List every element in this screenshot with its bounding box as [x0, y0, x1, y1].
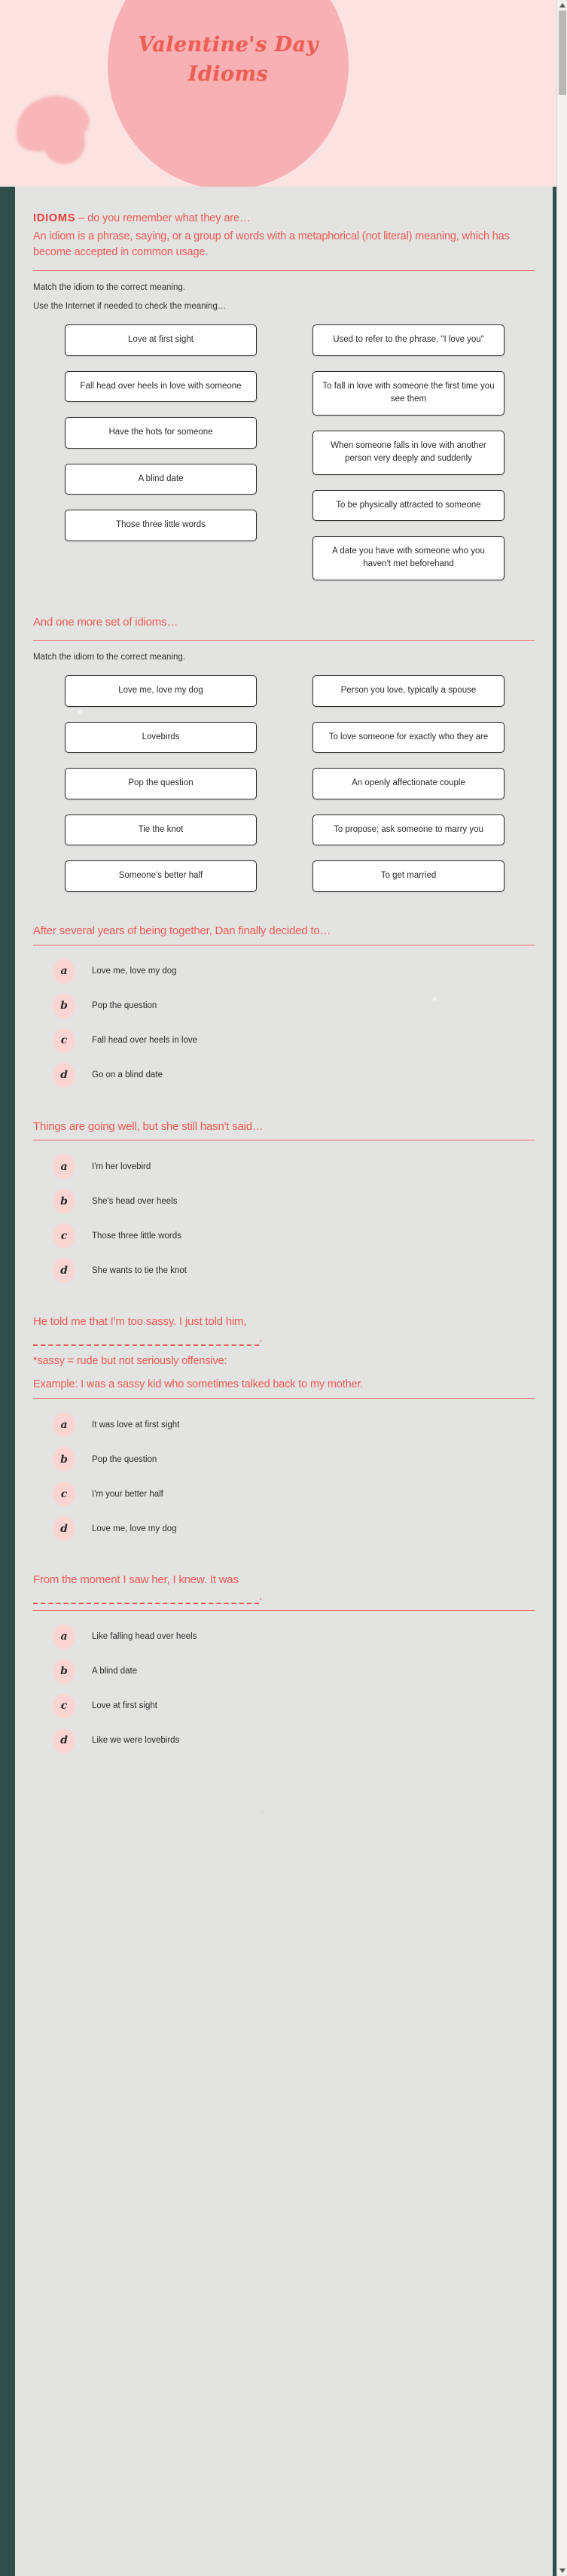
match-row[interactable]	[312, 815, 505, 845]
quiz-option[interactable]	[33, 1659, 535, 1684]
match-row[interactable]	[312, 324, 505, 355]
option-label: Love at first sight	[92, 1701, 157, 1711]
option-label: Pop the question	[92, 1001, 157, 1011]
quiz-option[interactable]	[33, 1189, 535, 1213]
meaning-chip[interactable]: A date you have with someone who you haven't met beforehand	[312, 536, 505, 580]
match-2-block	[33, 615, 535, 892]
quiz-option[interactable]	[33, 1481, 535, 1506]
match-1-meaning-column	[312, 324, 505, 580]
option-letter-badge: a	[53, 1624, 75, 1649]
intro-divider	[33, 270, 535, 271]
match-row[interactable]	[312, 536, 505, 580]
meaning-chip[interactable]: To love someone for exactly who they are	[312, 722, 505, 753]
quiz-question: From the moment I saw her, I knew. It was	[33, 1573, 239, 1587]
quiz-option[interactable]	[33, 1223, 535, 1248]
worksheet-sheet	[15, 187, 553, 2576]
quiz-divider	[33, 1610, 535, 1611]
quiz-question: After several years of being together, Dan finally decided to…	[33, 924, 331, 937]
option-letter-badge: c	[53, 1028, 75, 1053]
option-letter-badge: c	[53, 1223, 75, 1248]
quiz-block-1	[33, 924, 535, 1088]
option-letter-badge: b	[53, 1189, 75, 1213]
match-row[interactable]	[65, 371, 257, 402]
idioms-keyword: IDIOMS	[33, 212, 76, 224]
quiz-option[interactable]	[33, 1624, 535, 1649]
page-title	[108, 30, 349, 89]
idiom-chip[interactable]: Fall head over heels in love with someone	[65, 371, 257, 402]
meaning-chip[interactable]: To get married	[312, 860, 505, 891]
heart-decoration-icon	[8, 86, 96, 159]
match-row[interactable]	[65, 464, 257, 495]
idiom-chip[interactable]: Love me, love my dog	[65, 675, 257, 706]
page-title-line-1: Valentine's Day	[138, 33, 319, 56]
sassy-example-note: Example: I was a sassy kid who sometimes talked back to my mother.	[33, 1378, 364, 1390]
match-1-instruction-sub: Use the Internet if needed to check the meaning…	[33, 302, 227, 312]
match-2-idiom-column	[65, 675, 257, 891]
answer-blank-suffix: .	[259, 1589, 262, 1603]
idiom-chip[interactable]: Have the hots for someone	[65, 417, 257, 448]
option-letter-badge: d	[53, 1728, 75, 1753]
vertical-scrollbar[interactable]	[556, 0, 567, 2576]
idiom-chip[interactable]: Someone's better half	[65, 860, 257, 891]
option-label: Love me, love my dog	[92, 1524, 177, 1533]
option-letter-badge: c	[53, 1694, 75, 1719]
quiz-block-2	[33, 1119, 535, 1283]
idioms-intro-tail: – do you remember what they are…	[75, 212, 251, 224]
answer-blank-row	[33, 1589, 535, 1604]
idiom-chip[interactable]: Pop the question	[65, 768, 257, 799]
quiz-option[interactable]	[33, 994, 535, 1019]
option-label: It was love at first sight	[92, 1420, 180, 1430]
match-row[interactable]	[65, 722, 257, 753]
option-label: I'm your better half	[92, 1489, 163, 1499]
option-label: Fall head over heels in love	[92, 1036, 197, 1046]
match-2-heading: And one more set of idioms…	[33, 615, 178, 629]
option-label: Pop the question	[92, 1454, 157, 1464]
match-row[interactable]	[65, 417, 257, 448]
match-2-divider	[33, 640, 535, 641]
match-grid-1	[33, 324, 535, 580]
option-letter-badge: a	[53, 1154, 75, 1179]
option-label: She wants to tie the knot	[92, 1265, 187, 1275]
answer-blank-icon[interactable]	[33, 1594, 259, 1604]
option-letter-badge: c	[53, 1481, 75, 1506]
quiz-option[interactable]	[33, 1694, 535, 1719]
option-letter-badge: a	[53, 959, 75, 984]
option-label: Like we were lovebirds	[92, 1736, 180, 1746]
quiz-option[interactable]	[33, 1412, 535, 1437]
header-banner	[0, 0, 556, 187]
match-row[interactable]	[65, 768, 257, 799]
option-letter-badge: b	[53, 1447, 75, 1472]
quiz-block-3	[33, 1314, 535, 1541]
match-row[interactable]	[312, 431, 505, 475]
match-2-meaning-column	[312, 675, 505, 891]
option-label: Those three little words	[92, 1231, 181, 1241]
page-title-line-2: Idioms	[187, 62, 269, 87]
oval-decoration-shape	[108, 0, 349, 187]
option-letter-badge: d	[53, 1258, 75, 1283]
meaning-chip[interactable]: An openly affectionate couple	[312, 768, 505, 799]
scrollbar-thumb[interactable]	[559, 11, 566, 95]
quiz-option[interactable]	[33, 1258, 535, 1283]
option-label: She's head over heels	[92, 1196, 178, 1206]
idiom-chip[interactable]: Tie the knot	[65, 815, 257, 845]
match-row[interactable]	[312, 371, 505, 416]
option-label: Go on a blind date	[92, 1070, 163, 1080]
option-letter-badge: d	[53, 1516, 75, 1541]
option-label: A blind date	[92, 1667, 138, 1676]
quiz-option[interactable]	[33, 959, 535, 984]
meaning-chip[interactable]: When someone falls in love with another person very deeply and suddenly	[312, 431, 505, 475]
option-letter-badge: b	[53, 994, 75, 1019]
quiz-block-4	[33, 1573, 535, 1753]
meaning-chip[interactable]: To propose; ask someone to marry you	[312, 815, 505, 845]
answer-blank-suffix: .	[259, 1332, 262, 1345]
idiom-chip[interactable]: A blind date	[65, 464, 257, 495]
match-row[interactable]	[65, 815, 257, 845]
match-2-instruction: Match the idiom to the correct meaning.	[33, 653, 185, 662]
match-row[interactable]	[312, 722, 505, 753]
quiz-option[interactable]	[33, 1516, 535, 1541]
match-row[interactable]	[65, 510, 257, 540]
idiom-definition: An idiom is a phrase, saying, or a group of words with a metaphorical (not literal) meaning, which has become accepted in common usage.	[33, 230, 510, 258]
match-1-idiom-column	[65, 324, 257, 580]
match-row[interactable]	[312, 490, 505, 521]
quiz-option[interactable]	[33, 1447, 535, 1472]
option-label: I'm her lovebird	[92, 1162, 151, 1171]
meaning-chip[interactable]: Person you love, typically a spouse	[312, 675, 505, 706]
option-label: Like falling head over heels	[92, 1632, 197, 1642]
meaning-chip[interactable]: To fall in love with someone the first time you see them	[312, 371, 505, 416]
match-row[interactable]	[312, 768, 505, 799]
idiom-chip[interactable]: Love at first sight	[65, 324, 257, 355]
quiz-option[interactable]	[33, 1063, 535, 1088]
quiz-question: He told me that I'm too sassy. I just told him,	[33, 1315, 247, 1329]
quiz-option[interactable]	[33, 1028, 535, 1053]
meaning-chip[interactable]: Used to refer to the phrase, "I love you"	[312, 324, 505, 355]
option-letter-badge: a	[53, 1412, 75, 1437]
option-letter-badge: d	[53, 1063, 75, 1088]
match-grid-2	[33, 675, 535, 891]
option-letter-badge: b	[53, 1659, 75, 1684]
sassy-definition-note: *sassy = rude but not seriously offensive:	[33, 1354, 227, 1367]
quiz-option[interactable]	[33, 1728, 535, 1753]
match-row[interactable]	[312, 675, 505, 706]
quiz-option[interactable]	[33, 1154, 535, 1179]
match-1-instruction: Match the idiom to the correct meaning.	[33, 283, 185, 293]
option-label: Love me, love my dog	[92, 967, 177, 976]
answer-blank-row	[33, 1331, 535, 1346]
scroll-up-arrow-icon[interactable]	[559, 3, 565, 8]
answer-blank-icon[interactable]	[33, 1335, 259, 1346]
match-row[interactable]	[312, 860, 505, 891]
idioms-intro-line	[33, 212, 535, 224]
idiom-chip[interactable]: Lovebirds	[65, 722, 257, 753]
quiz-question: Things are going well, but she still hasn't said…	[33, 1119, 264, 1133]
meaning-chip[interactable]: To be physically attracted to someone	[312, 490, 505, 521]
match-row[interactable]	[65, 860, 257, 891]
scroll-down-arrow-icon[interactable]	[559, 2568, 565, 2573]
quiz-divider	[33, 1398, 535, 1399]
match-row[interactable]	[65, 675, 257, 706]
idiom-chip[interactable]: Those three little words	[65, 510, 257, 540]
match-row[interactable]	[65, 324, 257, 355]
